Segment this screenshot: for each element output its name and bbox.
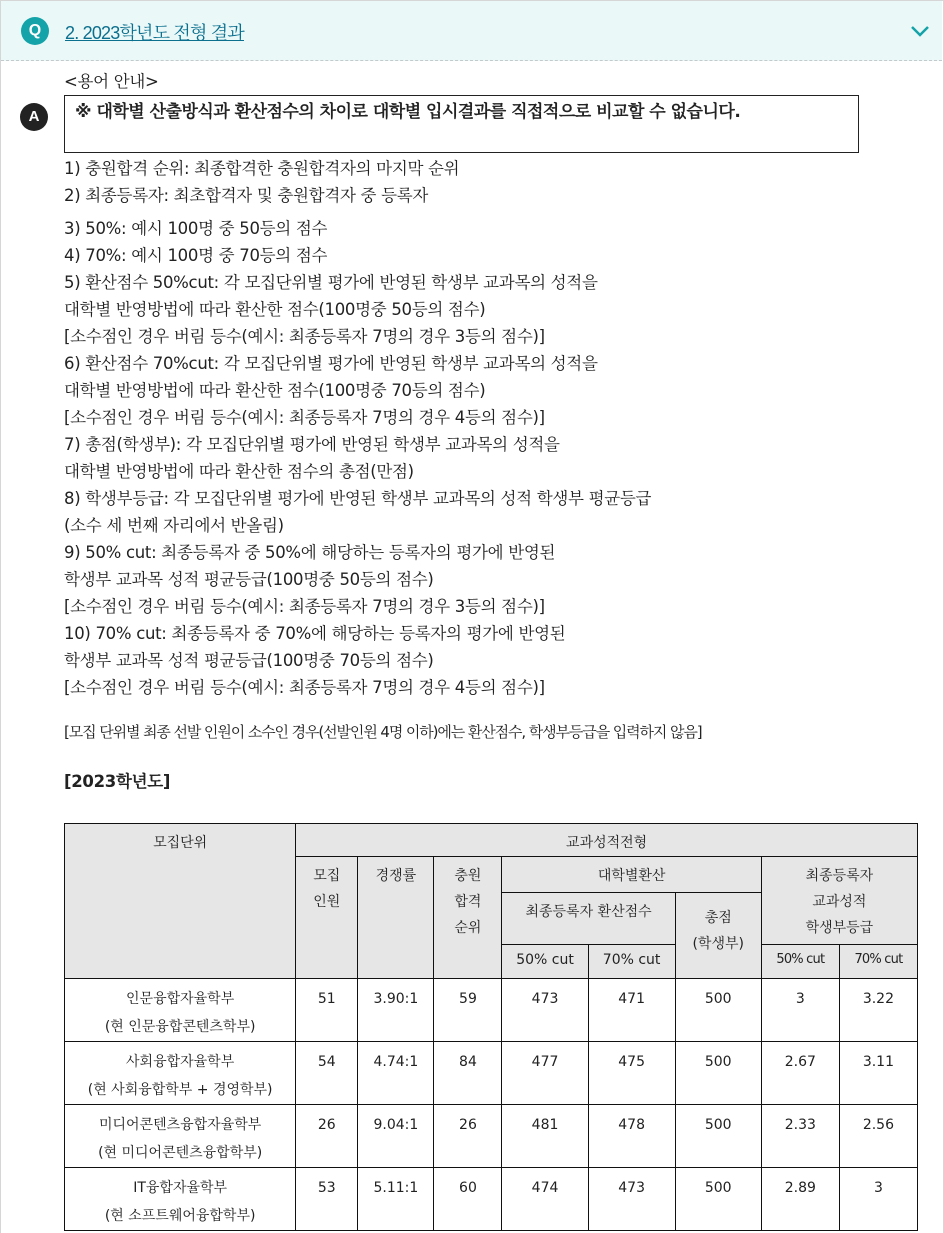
definition-line: 5) 환산점수 50%cut: 각 모집단위별 평가에 반영된 학생부 교과목의 성적을 <box>64 273 598 292</box>
definition-line: 7) 총점(학생부): 각 모집단위별 평가에 반영된 학생부 교과목의 성적을 <box>64 435 560 454</box>
definition-line: 1) 충원합격 순위: 최종합격한 충원합격자의 마지막 순위 <box>64 159 460 178</box>
grade50-cell: 2.67 <box>761 1042 839 1105</box>
conv50-cell: 477 <box>502 1042 588 1105</box>
unit-cell: 사회융합자율학부 (현 사회융합학부 + 경영학부) <box>65 1042 296 1105</box>
definition-line: 4) 70%: 예시 100명 중 70등의 점수 <box>64 246 328 265</box>
header-total: 총점 (학생부) <box>675 893 761 979</box>
grade70-cell: 3.11 <box>839 1042 917 1105</box>
table-row <box>65 1168 918 1231</box>
conv50-cell: 474 <box>502 1168 588 1231</box>
table-row <box>65 979 918 1042</box>
grade50-cell: 2.89 <box>761 1168 839 1231</box>
definition-line: (소수 세 번째 자리에서 반올림) <box>64 516 284 535</box>
definition-line: 6) 환산점수 70%cut: 각 모집단위별 평가에 반영된 학생부 교과목의 성적을 <box>64 354 598 373</box>
waitlist-cell: 26 <box>434 1105 502 1168</box>
waitlist-cell: 59 <box>434 979 502 1042</box>
answer-content <box>64 68 924 795</box>
competition-cell: 5.11:1 <box>358 1168 434 1231</box>
waitlist-cell: 60 <box>434 1168 502 1231</box>
answer-badge: A <box>20 103 48 131</box>
unit-cell: IT융합자율학부 (현 소프트웨어융합학부) <box>65 1168 296 1231</box>
question-title-link[interactable]: 2. 2023학년도 전형 결과 <box>65 23 244 43</box>
competition-cell: 4.74:1 <box>358 1042 434 1105</box>
quota-cell: 51 <box>296 979 358 1042</box>
table-row <box>65 1042 918 1105</box>
definition-line: 대학별 반영방법에 따라 환산한 점수(100명중 70등의 점수) <box>64 381 486 400</box>
definition-line: [소수점인 경우 버림 등수(예시: 최종등록자 7명의 경우 4등의 점수)] <box>64 408 545 427</box>
conv50-cell: 481 <box>502 1105 588 1168</box>
grade70-cell: 2.56 <box>839 1105 917 1168</box>
total-cell: 500 <box>675 979 761 1042</box>
results-table <box>64 823 918 1231</box>
quota-cell: 54 <box>296 1042 358 1105</box>
header-unit: 모집단위 <box>65 824 296 979</box>
waitlist-cell: 84 <box>434 1042 502 1105</box>
grade70-cell: 3.22 <box>839 979 917 1042</box>
definition-line: 대학별 반영방법에 따라 환산한 점수(100명중 50등의 점수) <box>64 300 486 319</box>
definition-line: 8) 학생부등급: 각 모집단위별 평가에 반영된 학생부 교과목의 성적 학생부 평균등급 <box>64 489 652 508</box>
question-header[interactable] <box>1 1 942 61</box>
notice-box: ※ 대학별 산출방식과 환산점수의 차이로 대학별 입시결과를 직접적으로 비교할 수 없습니다. <box>64 95 859 153</box>
total-cell: 500 <box>675 1042 761 1105</box>
conv50-cell: 473 <box>502 979 588 1042</box>
total-cell: 500 <box>675 1105 761 1168</box>
header-competition: 경쟁률 <box>358 857 434 979</box>
unit-cell: 인문융합자율학부 (현 인문융합콘텐츠학부) <box>65 979 296 1042</box>
competition-cell: 9.04:1 <box>358 1105 434 1168</box>
definition-line: 9) 50% cut: 최종등록자 중 50%에 해당하는 등록자의 평가에 반영된 <box>64 543 556 562</box>
grade70-cell: 3 <box>839 1168 917 1231</box>
selection-note: [모집 단위별 최종 선발 인원이 소수인 경우(선발인원 4명 이하)에는 환산점수, 학생부등급을 입력하지 않음] <box>64 723 702 741</box>
header-cut70: 70% cut <box>588 945 675 979</box>
unit-cell: 미디어콘텐츠융합자율학부 (현 미디어콘텐츠융합학부) <box>65 1105 296 1168</box>
definition-line: 3) 50%: 예시 100명 중 50등의 점수 <box>64 219 328 238</box>
year-label: [2023학년도] <box>64 772 171 791</box>
question-badge: Q <box>21 17 49 45</box>
guide-heading: <용어 안내> <box>64 72 159 91</box>
definition-line: 학생부 교과목 성적 평균등급(100명중 50등의 점수) <box>64 570 434 589</box>
conv70-cell: 475 <box>588 1042 675 1105</box>
total-cell: 500 <box>675 1168 761 1231</box>
competition-cell: 3.90:1 <box>358 979 434 1042</box>
quota-cell: 53 <box>296 1168 358 1231</box>
quota-cell: 26 <box>296 1105 358 1168</box>
header-quota: 모집 인원 <box>296 857 358 979</box>
conv70-cell: 478 <box>588 1105 675 1168</box>
definition-line: [소수점인 경우 버림 등수(예시: 최종등록자 7명의 경우 4등의 점수)] <box>64 678 545 697</box>
header-group: 교과성적전형 <box>296 824 918 857</box>
grade50-cell: 2.33 <box>761 1105 839 1168</box>
header-final-grade: 최종등록자 교과성적 학생부등급 <box>761 857 917 945</box>
conv70-cell: 471 <box>588 979 675 1042</box>
grade50-cell: 3 <box>761 979 839 1042</box>
header-grade-cut50: 50% cut <box>761 945 839 979</box>
header-waitlist: 충원 합격 순위 <box>434 857 502 979</box>
definition-line: 학생부 교과목 성적 평균등급(100명중 70등의 점수) <box>64 651 434 670</box>
conv70-cell: 473 <box>588 1168 675 1231</box>
chevron-down-icon[interactable] <box>908 21 932 41</box>
definition-line: [소수점인 경우 버림 등수(예시: 최종등록자 7명의 경우 3등의 점수)] <box>64 327 545 346</box>
header-final-converted: 최종등록자 환산점수 <box>502 893 675 945</box>
definition-line: 대학별 반영방법에 따라 환산한 점수의 총점(만점) <box>64 462 414 481</box>
header-grade-cut70: 70% cut <box>839 945 917 979</box>
definition-line: [소수점인 경우 버림 등수(예시: 최종등록자 7명의 경우 3등의 점수)] <box>64 597 545 616</box>
header-univ-conversion: 대학별환산 <box>502 857 761 893</box>
table-row <box>65 1105 918 1168</box>
header-cut50: 50% cut <box>502 945 588 979</box>
definition-line: 10) 70% cut: 최종등록자 중 70%에 해당하는 등록자의 평가에 반영된 <box>64 624 566 643</box>
definition-line: 2) 최종등록자: 최초합격자 및 충원합격자 중 등록자 <box>64 186 429 205</box>
